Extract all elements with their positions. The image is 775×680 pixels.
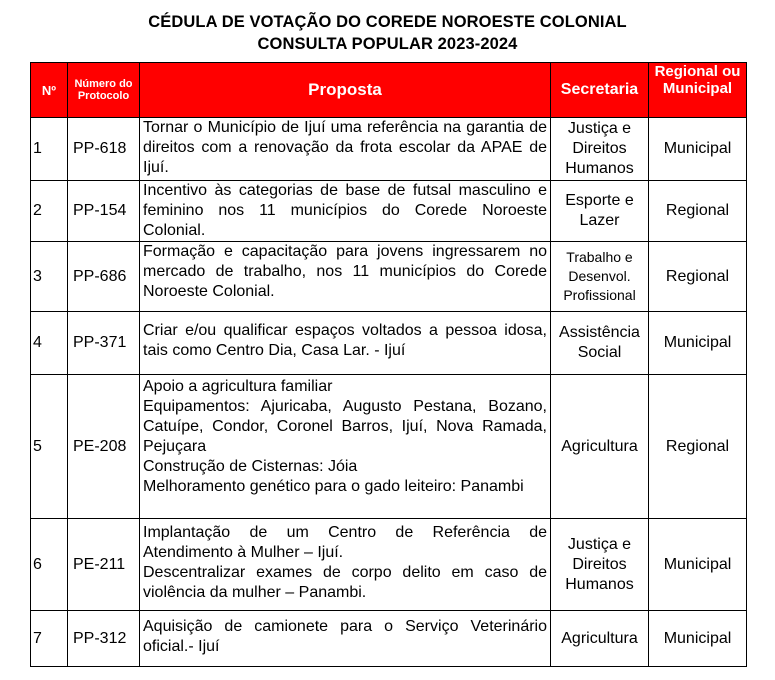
proposta-text: Equipamentos: Ajuricaba, Augusto Pestana, Bozano, Catuípe, Condor, Coronel Barros, Ijuí, Nova Ramada, Pejuçara [143, 398, 547, 455]
table-row [31, 611, 747, 667]
row-num: 3 [31, 242, 68, 312]
table-row [31, 118, 747, 181]
proposta-text: Incentivo às categorias de base de futsal masculino e feminino nos 11 municípios do Corede Noroeste Colonial. [143, 182, 547, 239]
row-protocolo: PP-312 [68, 611, 140, 667]
row-abrangencia: Municipal [649, 312, 747, 375]
row-proposta [140, 519, 551, 611]
row-secretaria: Agricultura [551, 375, 649, 519]
row-proposta [140, 312, 551, 375]
row-protocolo: PE-208 [68, 375, 140, 519]
row-proposta [140, 611, 551, 667]
row-num: 5 [31, 375, 68, 519]
row-secretaria: Trabalho e Desenvol. Profissional [551, 242, 649, 312]
row-proposta [140, 375, 551, 519]
proposta-text: Implantação de um Centro de Referência de Atendimento à Mulher – Ijuí. [143, 524, 547, 561]
ballot-title: CÉDULA DE VOTAÇÃO DO COREDE NOROESTE COLONIAL [148, 13, 627, 31]
proposta-text: Construção de Cisternas: Jóia [143, 458, 358, 475]
row-proposta [140, 242, 551, 312]
table-row [31, 375, 747, 519]
proposta-text: Aquisição de camionete para o Serviço Veterinário oficial.- Ijuí [143, 618, 547, 655]
header-proposta: Proposta [140, 63, 551, 118]
row-num: 6 [31, 519, 68, 611]
row-proposta [140, 118, 551, 181]
row-abrangencia: Municipal [649, 611, 747, 667]
proposta-text: Melhoramento genético para o gado leiteiro: Panambi [143, 478, 524, 495]
proposta-text: Tornar o Município de Ijuí uma referência na garantia de direitos com a renovação da frota escolar da APAE de Ijuí. [143, 119, 547, 176]
row-protocolo: PP-154 [68, 181, 140, 242]
row-num: 7 [31, 611, 68, 667]
proposta-text: Apoio a agricultura familiar [143, 378, 333, 395]
row-abrangencia: Municipal [649, 519, 747, 611]
ballot-table [30, 62, 747, 667]
row-num: 1 [31, 118, 68, 181]
row-abrangencia: Municipal [649, 118, 747, 181]
row-protocolo: PP-686 [68, 242, 140, 312]
header-regional: Regional ou Municipal [649, 63, 747, 118]
row-num: 4 [31, 312, 68, 375]
row-abrangencia: Regional [649, 375, 747, 519]
row-abrangencia: Regional [649, 242, 747, 312]
row-protocolo: PP-371 [68, 312, 140, 375]
proposta-text: Formação e capacitação para jovens ingressarem no mercado de trabalho, nos 11 municípios do Corede Noroeste Colonial. [143, 243, 547, 300]
row-num: 2 [31, 181, 68, 242]
row-protocolo: PP-618 [68, 118, 140, 181]
table-row [31, 519, 747, 611]
row-secretaria: Assistência Social [551, 312, 649, 375]
header-num: Nº [31, 63, 68, 118]
header-protocolo: Número do Protocolo [68, 63, 140, 118]
row-secretaria: Agricultura [551, 611, 649, 667]
table-row [31, 242, 747, 312]
row-secretaria: Justiça e Direitos Humanos [551, 118, 649, 181]
header-secretaria: Secretaria [551, 63, 649, 118]
row-protocolo: PE-211 [68, 519, 140, 611]
row-secretaria: Esporte e Lazer [551, 181, 649, 242]
table-row [31, 312, 747, 375]
row-secretaria: Justiça e Direitos Humanos [551, 519, 649, 611]
row-abrangencia: Regional [649, 181, 747, 242]
table-row [31, 181, 747, 242]
row-proposta [140, 181, 551, 242]
proposta-text: Descentralizar exames de corpo delito em caso de violência da mulher – Panambi. [143, 564, 547, 601]
header-row [31, 63, 747, 118]
ballot-subtitle: CONSULTA POPULAR 2023-2024 [257, 35, 518, 53]
proposta-text: Criar e/ou qualificar espaços voltados a pessoa idosa, tais como Centro Dia, Casa Lar. - Ijuí [143, 322, 547, 359]
